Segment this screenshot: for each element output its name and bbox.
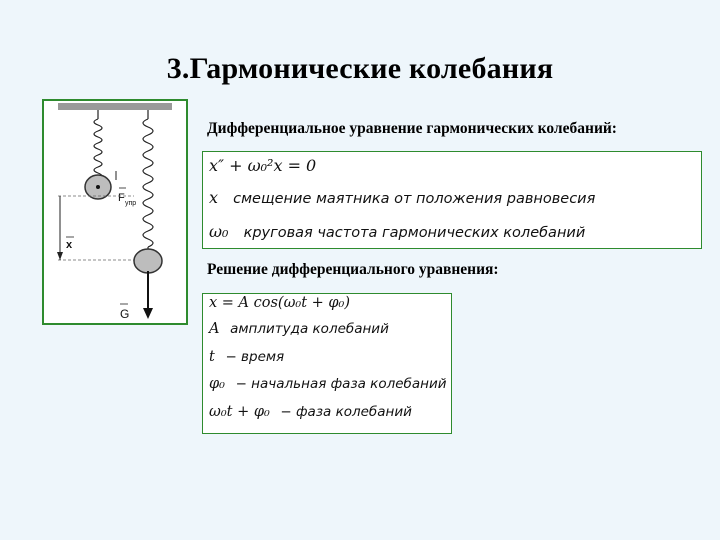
equation-row	[209, 404, 412, 420]
right-spring	[143, 110, 153, 251]
row-description: − время	[225, 349, 285, 365]
equation-row	[209, 222, 585, 241]
row-symbol: x	[209, 188, 219, 207]
row-description: круговая частота гармонических колебаний	[243, 225, 586, 241]
row-description: амплитуда колебаний	[230, 321, 389, 337]
row-description: − начальная фаза колебаний	[235, 376, 447, 392]
spring-pendulum-diagram	[44, 101, 186, 323]
equation-row	[209, 349, 284, 365]
solution-heading: Решение дифференциального уравнения:	[207, 261, 499, 278]
row-description: − фаза колебаний	[280, 404, 412, 420]
differential-equation: x″ + ω₀²x = 0	[209, 156, 317, 175]
slide-title: 3.Гармонические колебания	[166, 52, 554, 85]
gravity-label: G	[120, 307, 130, 321]
displaced-mass	[134, 249, 162, 273]
force-label: F	[118, 192, 125, 204]
row-symbol: A	[209, 321, 220, 337]
solution-box	[202, 293, 452, 434]
equation-row	[209, 376, 447, 392]
equation-row	[209, 188, 595, 207]
solution-equation: x = A cos(ω₀t + φ₀)	[209, 295, 351, 311]
row-symbol: ω₀	[209, 222, 229, 241]
differential-equation-heading: Дифференциальное уравнение гармонических колебаний:	[207, 120, 617, 137]
row-description: смещение маятника от положения равновесия	[233, 191, 596, 207]
row-symbol: φ₀	[209, 376, 225, 392]
ceiling-bar	[58, 103, 172, 110]
left-spring	[94, 110, 102, 185]
spring-pendulum-figure	[42, 99, 188, 325]
row-symbol: ω₀t + φ₀	[209, 404, 270, 420]
displacement-label: x	[66, 239, 73, 251]
differential-equation-box	[202, 151, 702, 249]
equation-row	[209, 321, 389, 337]
force-sub-label: упр	[125, 200, 137, 207]
row-symbol: t	[209, 349, 215, 365]
